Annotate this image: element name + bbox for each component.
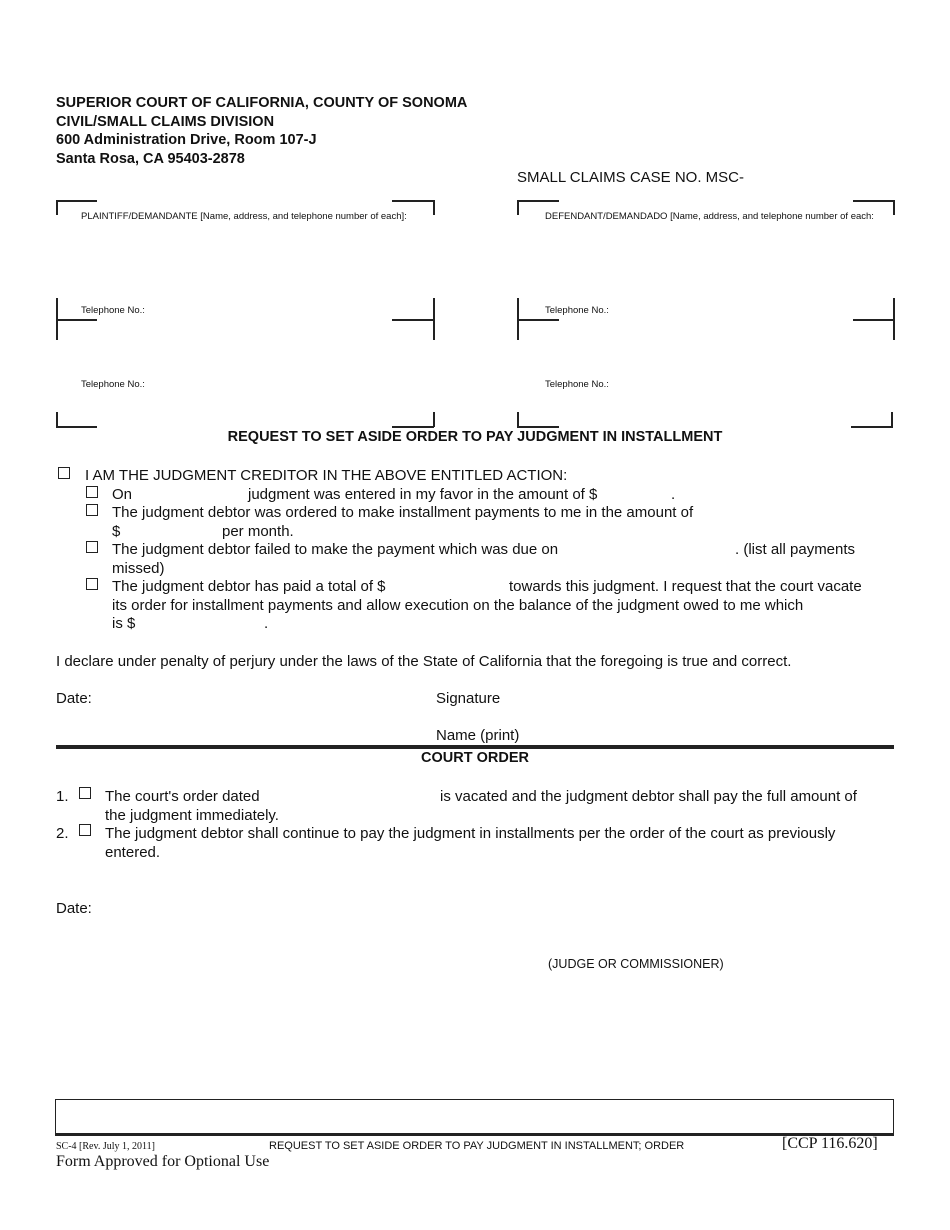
- corner-mark: [853, 200, 895, 202]
- corner-mark: [392, 200, 434, 202]
- plaintiff-phone-1: Telephone No.:: [81, 305, 145, 316]
- footer-rule: [55, 1133, 894, 1136]
- corner-mark: [56, 319, 97, 321]
- case-number-label: SMALL CLAIMS CASE NO. MSC-: [517, 169, 744, 186]
- corner-mark: [56, 200, 97, 202]
- item2-per-month: per month.: [222, 523, 294, 540]
- corner-mark: [433, 412, 435, 427]
- creditor-heading: I AM THE JUDGMENT CREDITOR IN THE ABOVE ENTITLED ACTION:: [85, 467, 568, 484]
- court-order-heading: COURT ORDER: [421, 750, 529, 766]
- form-approval: Form Approved for Optional Use: [56, 1153, 270, 1170]
- court-header: [56, 94, 467, 168]
- item4-line2: its order for installment payments and allow execution on the balance of the judgment owed to me which: [112, 597, 804, 614]
- item4-balance-dollar: is $: [112, 615, 136, 632]
- item1-on: On: [112, 486, 133, 503]
- creditor-checkbox[interactable]: [58, 467, 70, 479]
- defendant-phone-1: Telephone No.:: [545, 305, 609, 316]
- section-divider: [56, 745, 894, 749]
- court-city: Santa Rosa, CA 95403-2878: [56, 150, 245, 167]
- order-continue-checkbox[interactable]: [79, 824, 91, 836]
- corner-mark: [851, 426, 893, 428]
- corner-mark: [517, 200, 519, 215]
- defendant-phone-2: Telephone No.:: [545, 379, 609, 390]
- corner-mark: [853, 319, 895, 321]
- plaintiff-label: PLAINTIFF/DEMANDANTE [Name, address, and telephone number of each]:: [81, 211, 407, 222]
- item2-dollar: $: [112, 523, 121, 540]
- order-date-label: Date:: [56, 900, 92, 917]
- footer-box: [55, 1099, 894, 1135]
- item3-text: The judgment debtor failed to make the payment which was due on: [112, 541, 559, 558]
- form-title: REQUEST TO SET ASIDE ORDER TO PAY JUDGMENT IN INSTALLMENT: [227, 429, 723, 445]
- corner-mark: [56, 412, 58, 427]
- corner-mark: [517, 426, 559, 428]
- order1-number: 1.: [56, 788, 69, 805]
- corner-mark: [517, 319, 559, 321]
- order2-entered: entered.: [105, 844, 161, 861]
- item4-balance-period: .: [264, 615, 269, 632]
- total-paid-checkbox[interactable]: [86, 578, 98, 590]
- order2-number: 2.: [56, 825, 69, 842]
- order1-vacated: is vacated and the judgment debtor shall pay the full amount of: [440, 788, 857, 805]
- court-division: CIVIL/SMALL CLAIMS DIVISION: [56, 113, 275, 130]
- order-vacated-checkbox[interactable]: [79, 787, 91, 799]
- corner-mark: [392, 426, 434, 428]
- declaration: I declare under penalty of perjury under the laws of the State of California that the foregoing is true and correct.: [56, 653, 792, 670]
- date-label: Date:: [56, 690, 92, 707]
- corner-mark: [891, 412, 893, 427]
- corner-mark: [56, 426, 97, 428]
- signature-label: Signature: [436, 690, 501, 707]
- court-address: 600 Administration Drive, Room 107-J: [56, 132, 317, 148]
- item4-request: towards this judgment. I request that the court vacate: [509, 578, 862, 595]
- plaintiff-phone-2: Telephone No.:: [81, 379, 145, 390]
- installment-ordered-checkbox[interactable]: [86, 504, 98, 516]
- item3-missed: missed): [112, 560, 165, 577]
- judgment-entered-checkbox[interactable]: [86, 486, 98, 498]
- item1-period: .: [671, 486, 676, 503]
- name-print-label: Name (print): [436, 727, 520, 744]
- form-id: SC-4 [Rev. July 1, 2011]: [56, 1141, 155, 1152]
- order1-text: The court's order dated: [105, 788, 260, 805]
- corner-mark: [517, 200, 559, 202]
- court-name: SUPERIOR COURT OF CALIFORNIA, COUNTY OF SONOMA: [56, 95, 468, 111]
- footer-form-title: REQUEST TO SET ASIDE ORDER TO PAY JUDGMENT IN INSTALLMENT; ORDER: [269, 1140, 685, 1152]
- item1-text: judgment was entered in my favor in the amount of $: [248, 486, 598, 503]
- corner-mark: [517, 412, 519, 427]
- item3-list: . (list all payments: [735, 541, 856, 558]
- judge-label: (JUDGE OR COMMISSIONER): [548, 957, 724, 971]
- item2-text: The judgment debtor was ordered to make installment payments to me in the amount of: [112, 504, 694, 521]
- defendant-label: DEFENDANT/DEMANDADO [Name, address, and telephone number of each:: [545, 211, 874, 222]
- statute-reference: [CCP 116.620]: [782, 1135, 878, 1152]
- corner-mark: [392, 319, 434, 321]
- order1-immediately: the judgment immediately.: [105, 807, 279, 824]
- corner-mark: [56, 200, 58, 215]
- corner-mark: [433, 200, 435, 215]
- corner-mark: [893, 200, 895, 215]
- payment-failed-checkbox[interactable]: [86, 541, 98, 553]
- item4-text: The judgment debtor has paid a total of $: [112, 578, 386, 595]
- order2-text: The judgment debtor shall continue to pay the judgment in installments per the order of the court as previously: [105, 825, 836, 842]
